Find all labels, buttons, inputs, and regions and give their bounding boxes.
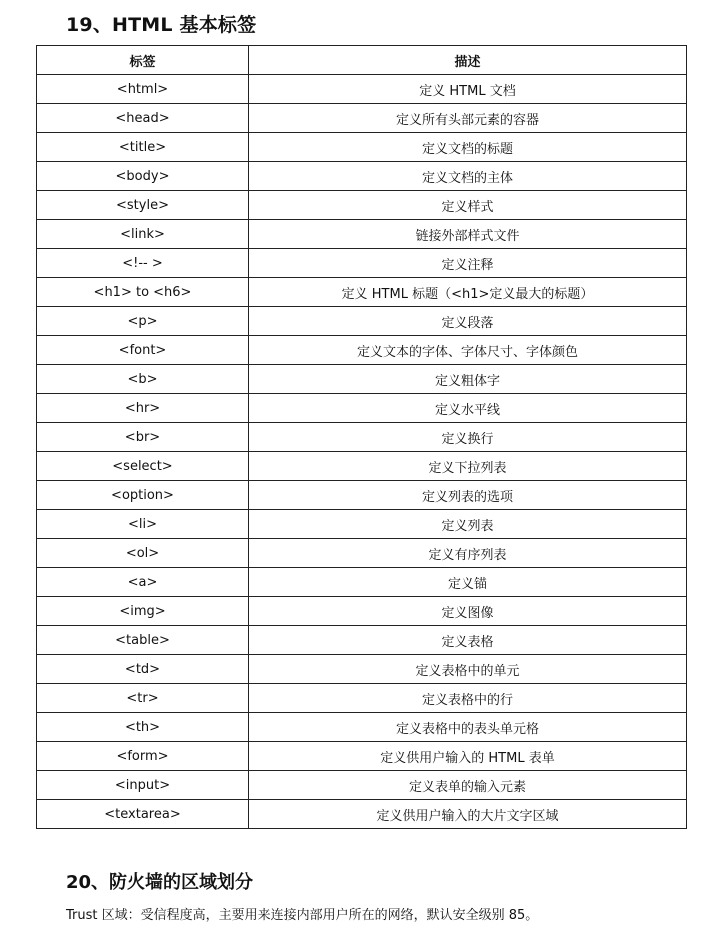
tag-cell: <head> [37,104,249,133]
tag-cell: <ol> [37,539,249,568]
tag-cell: <td> [37,655,249,684]
description-cell: 定义表单的输入元素 [249,771,687,800]
description-cell: 定义供用户输入的大片文字区域 [249,800,687,829]
header-description: 描述 [249,46,687,75]
table-row [37,423,687,452]
table-row [37,278,687,307]
description-cell: 定义 HTML 标题（<h1>定义最大的标题） [249,278,687,307]
description-cell: 定义文档的标题 [249,133,687,162]
tag-cell: <img> [37,597,249,626]
tag-cell: <textarea> [37,800,249,829]
description-cell: 定义锚 [249,568,687,597]
description-cell: 定义文本的字体、字体尺寸、字体颜色 [249,336,687,365]
tag-cell: <li> [37,510,249,539]
description-cell: 定义列表 [249,510,687,539]
tag-cell: <font> [37,336,249,365]
tag-cell: <p> [37,307,249,336]
tag-cell: <html> [37,75,249,104]
table-row [37,481,687,510]
description-cell: 定义文档的主体 [249,162,687,191]
tag-cell: <form> [37,742,249,771]
description-cell: 定义供用户输入的 HTML 表单 [249,742,687,771]
table-row [37,655,687,684]
section-19-heading: 19、HTML 基本标签 [66,14,257,36]
tag-cell: <link> [37,220,249,249]
description-cell: 定义表格中的表头单元格 [249,713,687,742]
table-row [37,394,687,423]
description-cell: 定义 HTML 文档 [249,75,687,104]
table-row [37,220,687,249]
trust-zone-paragraph: Trust 区域：受信程度高，主要用来连接内部用户所在的网络，默认安全级别 85。 [66,908,539,923]
section-20-heading: 20、防火墙的区域划分 [66,872,254,893]
tag-cell: <body> [37,162,249,191]
description-cell: 定义所有头部元素的容器 [249,104,687,133]
table-row [37,510,687,539]
table-row [37,307,687,336]
tag-cell: <th> [37,713,249,742]
table-row [37,684,687,713]
tag-cell: <!-- > [37,249,249,278]
table-row [37,539,687,568]
tag-cell: <style> [37,191,249,220]
table-row [37,104,687,133]
table-row [37,713,687,742]
description-cell: 定义注释 [249,249,687,278]
tag-cell: <select> [37,452,249,481]
description-cell: 定义换行 [249,423,687,452]
tag-cell: <input> [37,771,249,800]
header-tag: 标签 [37,46,249,75]
tag-cell: <tr> [37,684,249,713]
description-cell: 定义水平线 [249,394,687,423]
table-row [37,336,687,365]
html-tags-table [36,45,687,829]
tag-cell: <br> [37,423,249,452]
tag-cell: <hr> [37,394,249,423]
table-row [37,249,687,278]
table-row [37,365,687,394]
description-cell: 定义粗体字 [249,365,687,394]
description-cell: 定义下拉列表 [249,452,687,481]
description-cell: 定义图像 [249,597,687,626]
description-cell: 定义段落 [249,307,687,336]
table-row [37,742,687,771]
description-cell: 定义有序列表 [249,539,687,568]
table-row [37,800,687,829]
table-row [37,597,687,626]
description-cell: 定义表格 [249,626,687,655]
table-row [37,133,687,162]
tag-cell: <a> [37,568,249,597]
tag-cell: <title> [37,133,249,162]
table-row [37,568,687,597]
table-row [37,75,687,104]
description-cell: 定义表格中的单元 [249,655,687,684]
description-cell: 定义样式 [249,191,687,220]
table-row [37,162,687,191]
table-header-row [37,46,687,75]
table-row [37,191,687,220]
description-cell: 定义表格中的行 [249,684,687,713]
description-cell: 链接外部样式文件 [249,220,687,249]
table-row [37,452,687,481]
table-row [37,771,687,800]
tag-cell: <h1> to <h6> [37,278,249,307]
table-row [37,626,687,655]
tag-cell: <b> [37,365,249,394]
tag-cell: <table> [37,626,249,655]
description-cell: 定义列表的选项 [249,481,687,510]
tag-cell: <option> [37,481,249,510]
